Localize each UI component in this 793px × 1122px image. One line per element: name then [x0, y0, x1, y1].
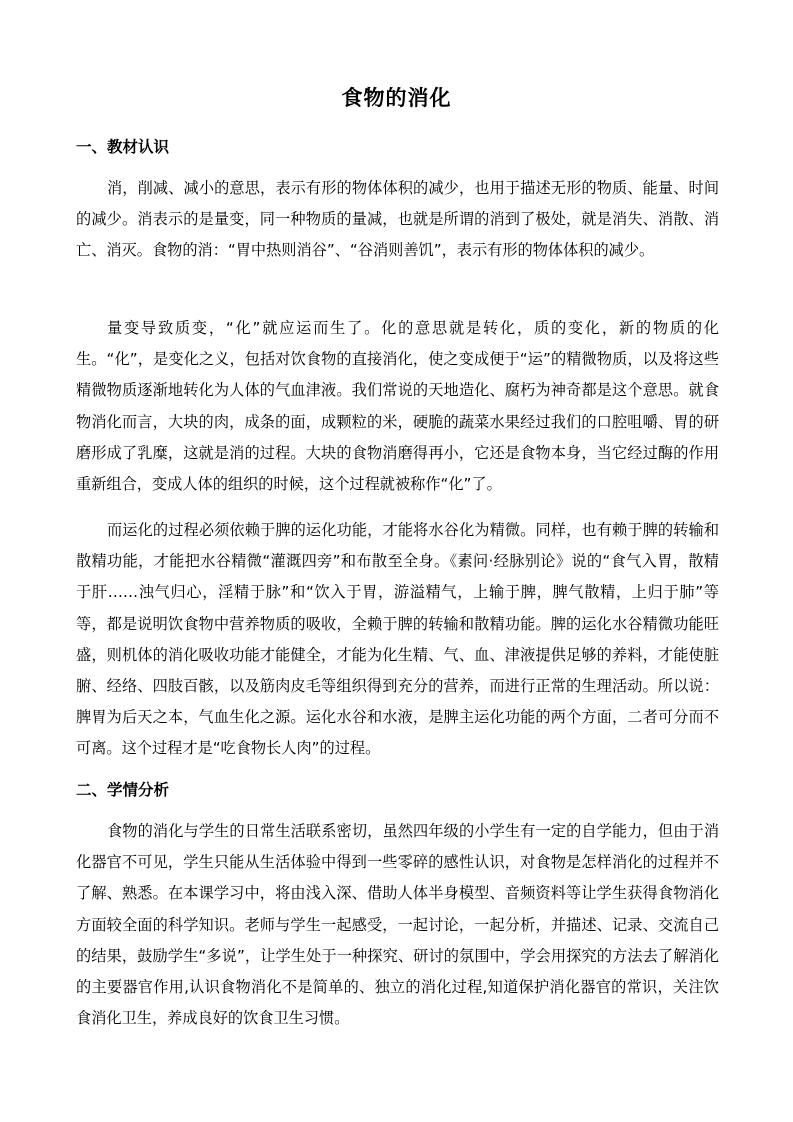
section-heading-student-analysis: 二、学情分析 — [76, 781, 170, 799]
paragraph-xiao-meaning: 消，削减、减小的意思，表示有形的物体体积的减少，也用于描述无形的物质、能量、时间的减少。消表示的是量变，同一种物质的量减，也就是所谓的消到了极处，就是消失、消散、消亡、消灭。食物的消：“胃中热则消谷”、“谷消则善饥”，表示有形的物体体积的减少。 — [76, 179, 719, 260]
paragraph-student-analysis: 食物的消化与学生的日常生活联系密切，虽然四年级的小学生有一定的自学能力，但由于消化器官不可见，学生只能从生活体验中得到一些零碎的感性认识，对食物是怎样消化的过程并不了解、熟悉。在本课学习中，将由浅入深、借助人体半身模型、音频资料等让学生获得食物消化方面较全面的科学知识。老师与学生一起感受，一起讨论，一起分析，并描述、记录、交流自己的结果，鼓励学生“多说”，让学生处于一种探究、研讨的氛围中，学会用探究的方法去了解消化的主要器官作用,认识食物消化不是简单的、独立的消化过程,知道保护消化器官的常识，关注饮食消化卫生，养成良好的饮食卫生习惯。 — [76, 822, 719, 1028]
paragraph-spleen-function: 而运化的过程必须依赖于脾的运化功能，才能将水谷化为精微。同样，也有赖于脾的转输和散精功能，才能把水谷精微“灌溉四旁”和布散至全身。《素问·经脉别论》说的“食气入胃，散精于肝……浊气归心，淫精于脉”和“饮入于胃，游溢精气，上输于脾，脾气散精，上归于肺”等等，都是说明饮食物中营养物质的吸收，全赖于脾的转输和散精功能。脾的运化水谷精微功能旺盛，则机体的消化吸收功能才能健全，才能为化生精、气、血、津液提供足够的养料，才能使脏腑、经络、四肢百骸，以及筋肉皮毛等组织得到充分的营养，而进行正常的生理活动。所以说：脾胃为后天之本，气血生化之源。运化水谷和水液，是脾主运化功能的两个方面，二者可分而不可离。这个过程才是“吃食物长人肉”的过程。 — [76, 521, 719, 758]
section-heading-textbook: 一、教材认识 — [76, 138, 170, 156]
paragraph-hua-meaning: 量变导致质变，“化”就应运而生了。化的意思就是转化，质的变化，新的物质的化生。“化”，是变化之义，包括对饮食物的直接消化，使之变成便于“运”的精微物质，以及将这些精微物质逐渐地转化为人体的气血津液。我们常说的天地造化、腐朽为神奇都是这个意思。就食物消化而言，大块的肉，成条的面，成颗粒的米，硬脆的蔬菜水果经过我们的口腔咀嚼、胃的研磨形成了乳糜，这就是消的过程。大块的食物消磨得再小，它还是食物本身，当它经过酶的作用重新组合，变成人体的组织的时候，这个过程就被称作“化”了。 — [76, 319, 719, 494]
page-title: 食物的消化 — [341, 86, 452, 110]
